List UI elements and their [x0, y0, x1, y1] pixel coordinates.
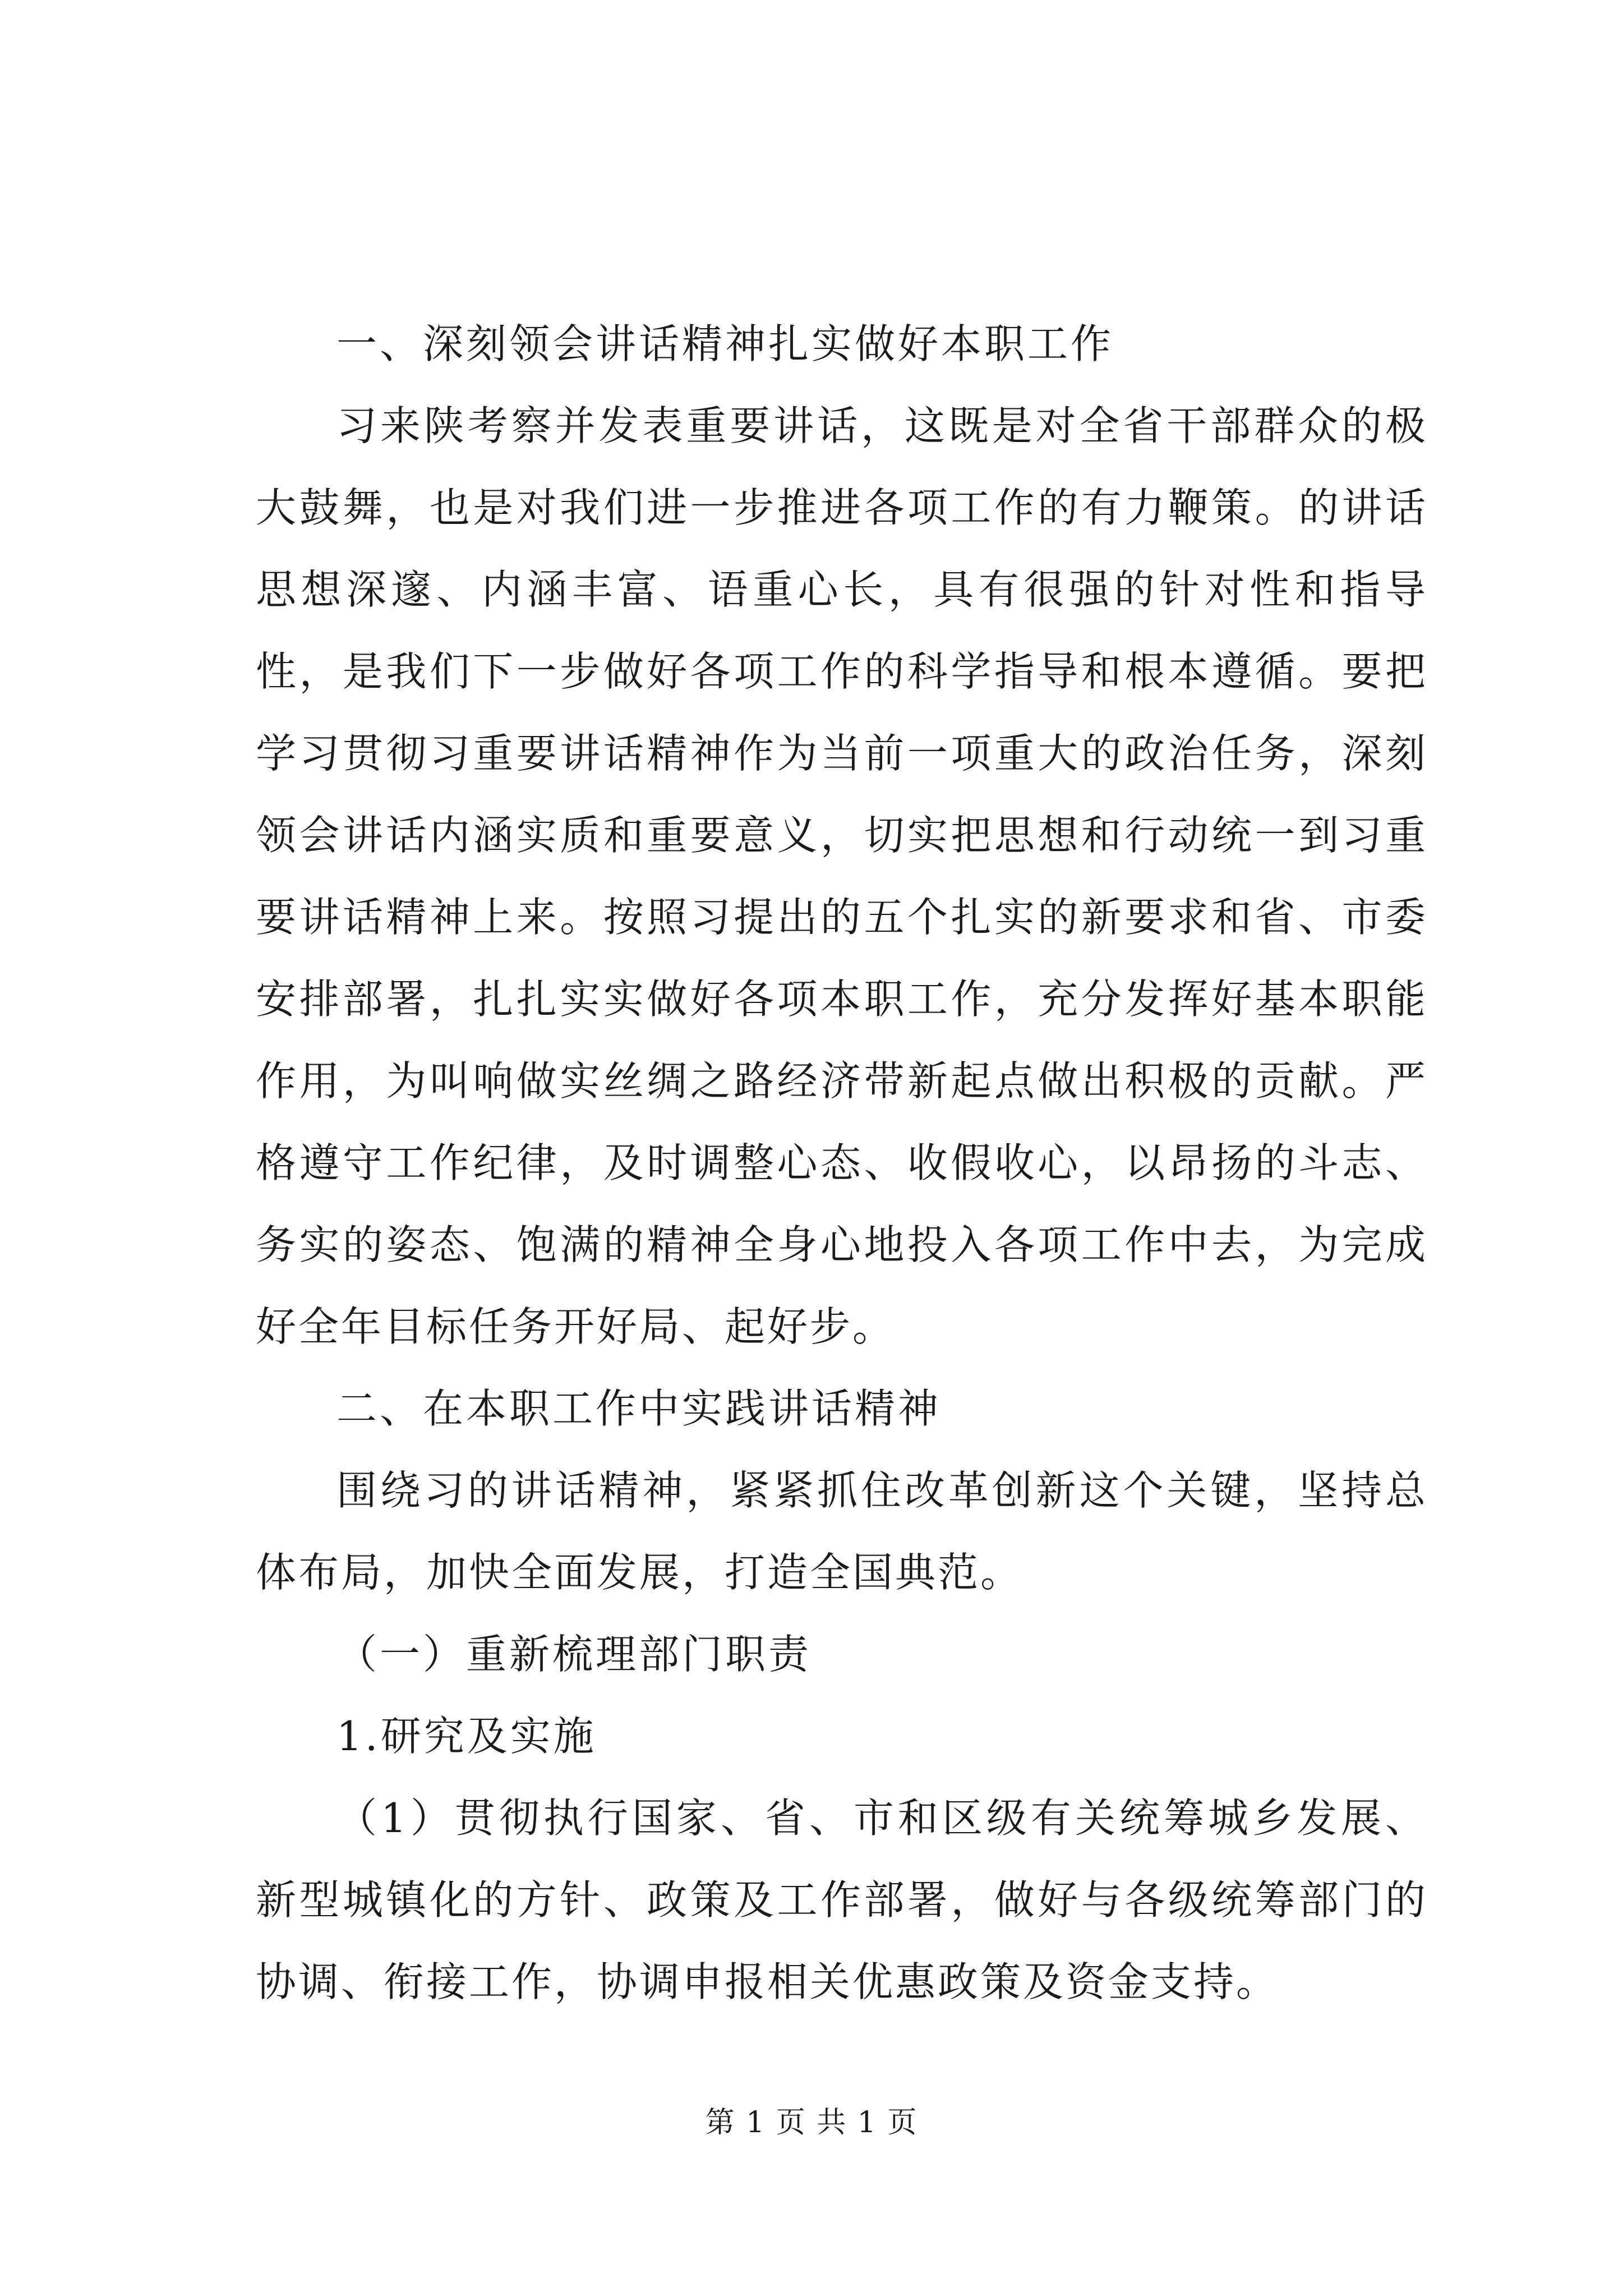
body-paragraph-2: 围绕习的讲话精神，紧紧抓住改革创新这个关键，坚持总体布局，加快全面发展，打造全国典范。 [256, 1467, 1428, 1596]
subsection-heading: （一）重新梳理部门职责 [336, 1631, 812, 1678]
body-paragraph-3: （1）贯彻执行国家、省、市和区级有关统筹城乡发展、新型城镇化的方针、政策及工作部署，做好与各级统筹部门的协调、衔接工作，协调申报相关优惠政策及资金支持。 [256, 1795, 1428, 2005]
document-body [256, 303, 1428, 2023]
body-paragraph-1: 习来陕考察并发表重要讲话，这既是对全省干部群众的极大鼓舞，也是对我们进一步推进各项工作的有力鞭策。的讲话思想深邃、内涵丰富、语重心长，具有很强的针对性和指导性，是我们下一步做好各项工作的科学指导和根本遵循。要把学习贯彻习重要讲话精神作为当前一项重大的政治任务，深刻领会讲话内涵实质和重要意义，切实把思想和行动统一到习重要讲话精神上来。按照习提出的五个扎实的新要求和省、市委安排部署，扎扎实实做好各项本职工作，充分发挥好基本职能作用，为叫响做实丝绸之路经济带新起点做出积极的贡献。严格遵守工作纪律，及时调整心态、收假收心，以昂扬的斗志、务实的姿态、饱满的精神全身心地投入各项工作中去，为完成好全年目标任务开好局、起好步。 [256, 402, 1428, 1350]
item-heading: 1.研究及实施 [336, 1713, 597, 1760]
page-footer: 第 1 页 共 1 页 [705, 2106, 918, 2139]
section-heading-1: 一、深刻领会讲话精神扎实做好本职工作 [336, 320, 1114, 367]
section-heading-2: 二、在本职工作中实践讲话精神 [336, 1385, 942, 1432]
